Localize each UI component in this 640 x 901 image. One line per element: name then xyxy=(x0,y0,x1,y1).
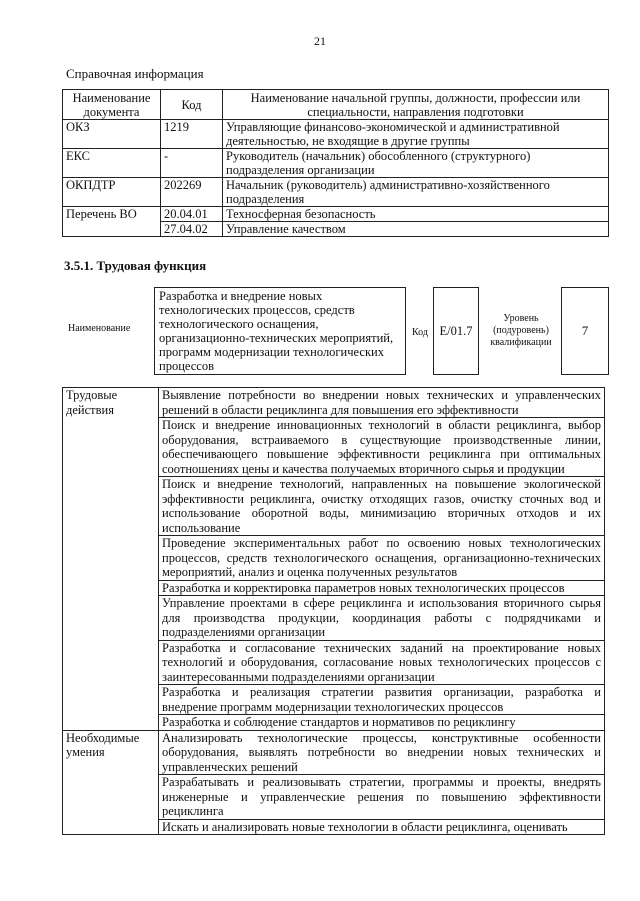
cell-document: ЕКС xyxy=(63,149,161,178)
labor-action-item: Проведение экспериментальных работ по освоению новых технологических процессов, средств технологического оснащения, организационно-технических мероприятий, анализ и оценка полученных результатов xyxy=(159,536,605,581)
function-code-label: Код xyxy=(412,327,428,338)
labor-actions-table xyxy=(62,387,605,835)
labor-action-item: Поиск и внедрение технологий, направленных на повышение экологической эффективности рециклинга, очистку отходящих газов, очистку сточных вод и использование оборотной воды, минимизацию вторичных отходов и их использование xyxy=(159,477,605,536)
table-row xyxy=(63,178,609,207)
table-row xyxy=(63,730,605,775)
function-name: Разработка и внедрение новых технологических процессов, средств технологического оснащения, организационно-технических мероприятий, программ модернизации технологических процессов xyxy=(154,287,406,375)
page-number: 21 xyxy=(314,34,326,48)
section-title: 3.5.1. Трудовая функция xyxy=(64,258,207,273)
cell-document: ОКЗ xyxy=(63,120,161,149)
skill-item: Искать и анализировать новые технологии в области рециклинга, оценивать xyxy=(159,819,605,835)
cell-code: 202269 xyxy=(161,178,223,207)
cell-document: ОКПДТР xyxy=(63,178,161,207)
col-name: Наименование начальной группы, должности, профессии или специальности, направления подготовки xyxy=(223,90,609,120)
function-name-label: Наименование xyxy=(68,323,131,334)
col-code: Код xyxy=(161,90,223,120)
cell-code: 27.04.02 xyxy=(161,222,223,237)
cell-name: Управление качеством xyxy=(223,222,609,237)
cell-name: Начальник (руководитель) административно-хозяйственного подразделения xyxy=(223,178,609,207)
labor-action-item: Разработка и соблюдение стандартов и нормативов по рециклингу xyxy=(159,715,605,731)
cell-code: 20.04.01 xyxy=(161,207,223,222)
cell-document: Перечень ВО xyxy=(63,207,161,237)
cell-code: - xyxy=(161,149,223,178)
skills-label: Необходимые умения xyxy=(63,730,159,835)
qualification-level: 7 xyxy=(561,287,609,375)
qualification-level-label: Уровень (подуровень) квалификации xyxy=(490,313,552,348)
skill-item: Разрабатывать и реализовывать стратегии, программы и проекты, внедрять инженерные и управленческие решения по повышению эффективности рециклинга xyxy=(159,775,605,820)
table-row xyxy=(63,149,609,178)
table-row xyxy=(63,388,605,418)
labor-action-item: Разработка и согласование технических заданий на проектирование новых технологий и оборудования, согласование новых технологических процессов с заинтересованными подразделениями организации xyxy=(159,640,605,685)
skill-item: Анализировать технологические процессы, конструктивные особенности оборудования, выявлять потребности во внедрении новых технических и управленческих решений xyxy=(159,730,605,775)
table-row xyxy=(63,207,609,222)
labor-action-item: Выявление потребности во внедрении новых технических и управленческих решений в области рециклинга для повышения его эффективности xyxy=(159,388,605,418)
reference-table xyxy=(62,89,609,237)
cell-name: Управляющие финансово-экономической и административной деятельностью, не входящие в другие группы xyxy=(223,120,609,149)
cell-name: Техносферная безопасность xyxy=(223,207,609,222)
labor-action-item: Управление проектами в сфере рециклинга и использования вторичного сырья для производства продукции, координация работы с подрядчиками и подразделениями организации xyxy=(159,596,605,641)
reference-heading: Справочная информация xyxy=(66,66,204,81)
cell-code: 1219 xyxy=(161,120,223,149)
reference-header-row xyxy=(63,90,609,120)
function-code: E/01.7 xyxy=(433,287,479,375)
labor-action-item: Разработка и корректировка параметров новых технологических процессов xyxy=(159,580,605,596)
labor-action-item: Разработка и реализация стратегии развития организации, разработка и внедрение программ модернизации технологических процессов xyxy=(159,685,605,715)
table-row xyxy=(63,120,609,149)
labor-actions-label: Трудовые действия xyxy=(63,388,159,731)
cell-name: Руководитель (начальник) обособленного (структурного) подразделения организации xyxy=(223,149,609,178)
col-document: Наименование документа xyxy=(63,90,161,120)
labor-action-item: Поиск и внедрение инновационных технологий в области рециклинга, выбор оборудования, встраиваемого в существующие производственные линии, обеспечивающего повышение эффективности рециклинга при оптимальных соотношениях цены и качества получаемых вторичного сырья и продукции xyxy=(159,418,605,477)
